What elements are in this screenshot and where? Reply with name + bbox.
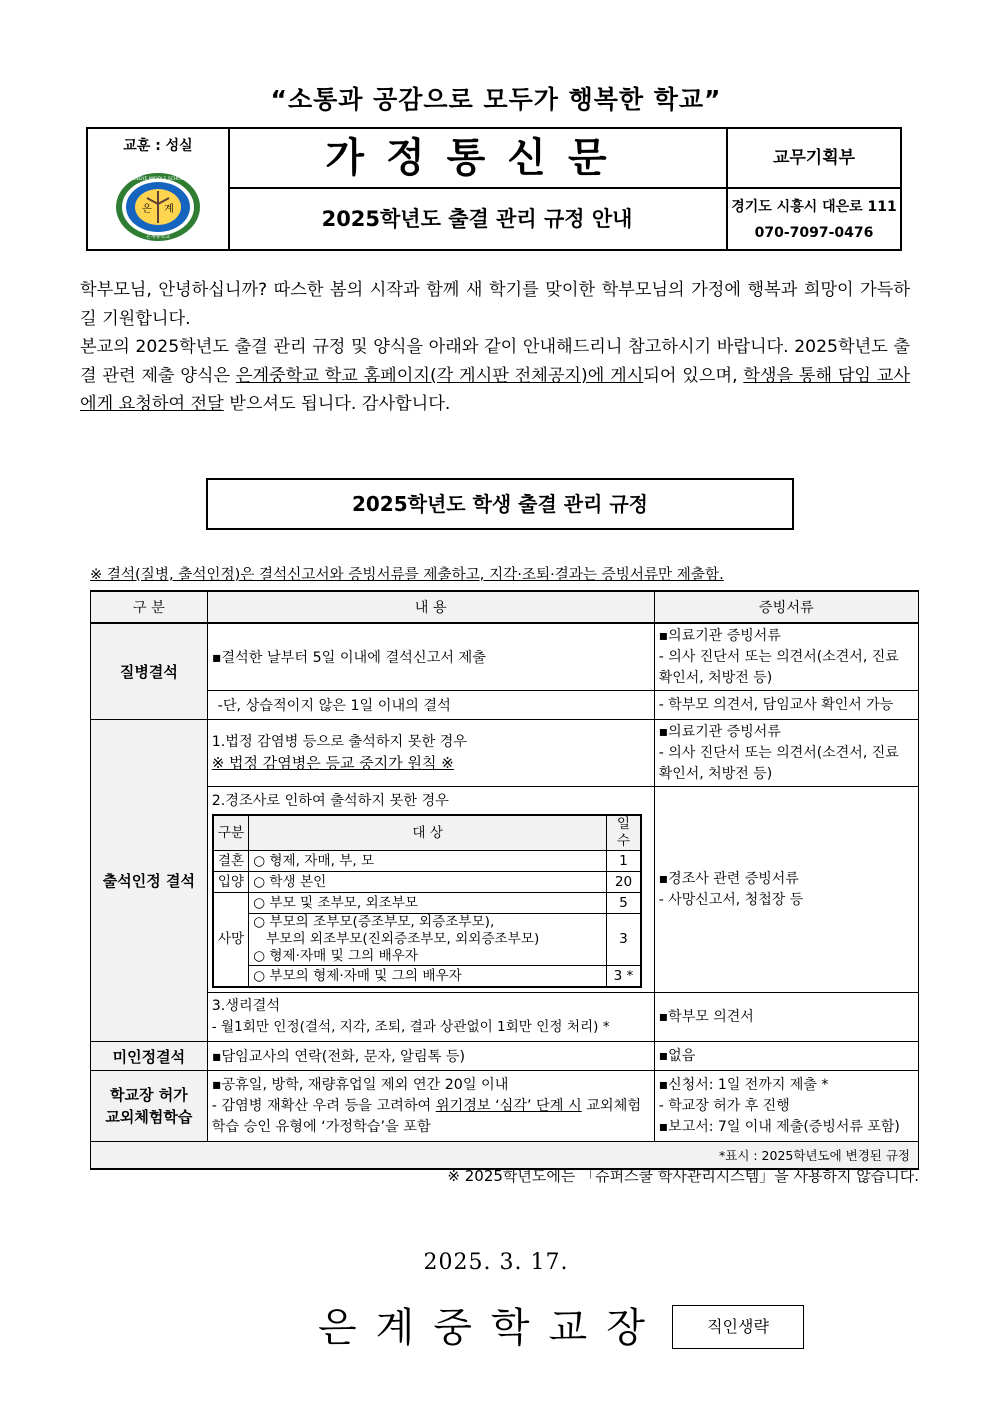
- change-legend: *표시 : 2025학년도에 변경된 규정: [91, 1142, 919, 1170]
- school-phone: 070-7097-0476: [754, 225, 874, 241]
- event-days: 3 *: [607, 966, 641, 988]
- school-slogan: “소통과 공감으로 모두가 행복한 학교”: [270, 85, 722, 114]
- table-row: [91, 993, 919, 1042]
- emblem-text-left: 은: [142, 204, 152, 215]
- recognized-evidence-1a: ▪의료기관 증빙서류: [658, 723, 781, 740]
- event-days: 1: [607, 851, 641, 872]
- school-address: 경기도 시흥시 대은로 111: [731, 199, 897, 215]
- field-trip-evidence-2: - 학교장 허가 후 진행: [658, 1097, 790, 1114]
- table-header-row: [91, 591, 919, 623]
- recognized-item-2: [207, 787, 654, 993]
- unrecognized-content: ▪담임교사의 연락(전화, 문자, 알림톡 등): [207, 1042, 654, 1071]
- recognized-evidence-3: ▪학부모 의견서: [654, 993, 918, 1042]
- recognized-item-3: [207, 993, 654, 1042]
- emblem-text-top: EUNGYE MIDDLE SCHOOL: [129, 177, 187, 182]
- motto-logo-cell: [88, 129, 230, 249]
- table-row: [213, 851, 641, 872]
- recognized-item-3b: - 월1회만 인정(결석, 지각, 조퇴, 결과 상관없이 1회만 인정 처리) *: [211, 1019, 610, 1035]
- illness-evidence-2: - 학부모 의견서, 담임교사 확인서 가능: [654, 691, 918, 720]
- recognized-evidence-2: [654, 787, 918, 993]
- intro-p2-text-b: 되어 있으며,: [643, 365, 744, 386]
- recognized-evidence-2b: - 사망신고서, 청첩장 등: [658, 891, 804, 908]
- table-row: [213, 914, 641, 966]
- table-row: [91, 787, 919, 993]
- seal-omitted: 직인생략: [672, 1305, 804, 1349]
- category-field-trip: [91, 1071, 208, 1142]
- contact-info: [728, 189, 900, 249]
- illness-evidence-1b: - 의사 진단서 또는 의견서(소견서, 진료 확인서, 처방전 등): [658, 648, 899, 686]
- recognized-item-1a: 1.법정 감염병 등으로 출석하지 못한 경우: [211, 734, 468, 750]
- recognized-evidence-1b: - 의사 진단서 또는 의견서(소견서, 진료 확인서, 처방전 등): [658, 744, 899, 782]
- category-recognized: 출석인정 결석: [91, 720, 208, 1042]
- rules-title: 2025학년도 학생 출결 관리 규정: [206, 478, 794, 530]
- attendance-rules-table: [90, 590, 919, 1170]
- table-row: [213, 893, 641, 914]
- event-type: 사망: [213, 893, 249, 988]
- teacher-request-notice: 학생을 통해 담임 교사에게 요청하여 전달: [80, 365, 910, 415]
- illness-content-2: -단, 상습적이지 않은 1일 이내의 결석: [207, 691, 654, 720]
- newsletter-header: [86, 127, 902, 251]
- school-motto: 교훈 : 성실: [123, 138, 193, 154]
- intro-text: [80, 276, 910, 419]
- inner-header-target: 대 상: [249, 815, 607, 851]
- event-target: [249, 914, 607, 966]
- field-trip-content: [207, 1071, 654, 1142]
- table-row: [91, 1071, 919, 1142]
- event-days: 5: [607, 893, 641, 914]
- event-type: 입양: [213, 872, 249, 893]
- system-footnote: ※ 2025학년도에는 「슈퍼스쿨 학사관리시스템」을 사용하지 않습니다.: [447, 1167, 919, 1185]
- event-days: 20: [607, 872, 641, 893]
- emblem-text-right: 계: [164, 204, 174, 215]
- school-emblem-icon: [114, 171, 202, 243]
- field-trip-evidence-1: ▪신청서: 1일 전까지 제출 *: [658, 1076, 829, 1093]
- homepage-notice: 은계중학교 학교 홈페이지(각 게시판 전체공지)에 게시: [235, 365, 644, 386]
- recognized-item-2-title: 2.경조사로 인하여 출석하지 못한 경우: [211, 793, 449, 809]
- field-trip-content-2b: 교외체험학습 승인 유형에 ‘가정학습’을 포함: [211, 1097, 642, 1135]
- intro-p2-text-c: 받으셔도 됩니다. 감사합니다.: [223, 394, 451, 415]
- recognized-item-1b: ※ 법정 감염병은 등교 중지가 원칙 ※: [211, 754, 454, 772]
- recognized-evidence-1: [654, 720, 918, 787]
- family-event-table: [212, 814, 642, 988]
- field-trip-evidence: [654, 1071, 918, 1142]
- inner-header-days: 일수: [607, 815, 641, 851]
- category-field-trip-line1: 학교장 허가: [110, 1086, 188, 1104]
- submission-note-text: ※ 결석(질병, 출석인정)은 결석신고서와 증빙서류를 제출하고, 지각·조퇴·결과는 증빙서류만 제출함.: [90, 566, 724, 583]
- principal-signature: 은계중학교장: [318, 1305, 664, 1351]
- recognized-item-3a: 3.생리결석: [211, 998, 281, 1014]
- issue-date: 2025. 3. 17.: [423, 1250, 569, 1275]
- table-row: [213, 872, 641, 893]
- submission-note: [90, 563, 724, 584]
- event-type: 결혼: [213, 851, 249, 872]
- intro-p2-text-a: 본교의 2025학년도 출결 관리 규정 및 양식을 아래와 같이 안내해드리니 참고하시기 바랍니다. 2025학년도 출결 관련 제출 양식은: [80, 337, 910, 386]
- department: 교무기획부: [728, 129, 900, 189]
- newsletter-subtitle: 2025학년도 출결 관리 규정 안내: [228, 189, 728, 249]
- illness-content-1: ▪결석한 날부터 5일 이내에 결석신고서 제출: [207, 623, 654, 691]
- table-row: [91, 720, 919, 787]
- event-target: ○ 부모의 형제·자매 및 그의 배우자: [249, 966, 607, 988]
- event-days: 3: [607, 914, 641, 966]
- event-target-line: 부모의 외조부모(진외증조부모, 외외증조부모): [253, 931, 540, 947]
- field-trip-content-2a: - 감염병 재확산 우려 등을 고려하여: [211, 1097, 436, 1114]
- category-unrecognized: 미인정결석: [91, 1042, 208, 1071]
- recognized-item-1: [207, 720, 654, 787]
- unrecognized-evidence: ▪없음: [654, 1042, 918, 1071]
- field-trip-content-1: ▪공휴일, 방학, 재량휴업일 제외 연간 20일 이내: [211, 1076, 509, 1093]
- emblem-text-bottom: 은계중학교: [145, 234, 171, 240]
- newsletter-title: 가정통신문: [228, 129, 728, 189]
- category-illness: 질병결석: [91, 623, 208, 720]
- illness-evidence-1: [654, 623, 918, 691]
- illness-evidence-1a: ▪의료기관 증빙서류: [658, 627, 781, 644]
- header-category: 구 분: [91, 591, 208, 623]
- table-row: [213, 966, 641, 988]
- event-target: ○ 부모 및 조부모, 외조부모: [249, 893, 607, 914]
- event-target-line: ○ 부모의 조부모(증조부모, 외증조부모),: [253, 914, 495, 930]
- crisis-alert-condition: 위기경보 ‘심각’ 단계 시: [435, 1097, 582, 1114]
- inner-header-type: 구분: [213, 815, 249, 851]
- table-row: [91, 1042, 919, 1071]
- event-target: ○ 형제, 자매, 부, 모: [249, 851, 607, 872]
- field-trip-content-2: [212, 1096, 650, 1138]
- header-content: 내 용: [207, 591, 654, 623]
- recognized-evidence-2a: ▪경조사 관련 증빙서류: [658, 870, 799, 887]
- table-row: [91, 691, 919, 720]
- category-field-trip-line2: 교외체험학습: [105, 1108, 193, 1126]
- intro-paragraph-1: 학부모님, 안녕하십니까? 따스한 봄의 시작과 함께 새 학기를 맞이한 학부모님의 가정에 행복과 희망이 가득하길 기원합니다.: [80, 280, 910, 329]
- event-target: ○ 학생 본인: [249, 872, 607, 893]
- table-row: [91, 623, 919, 691]
- header-evidence: 증빙서류: [654, 591, 918, 623]
- event-target-line: ○ 형제·자매 및 그의 배우자: [253, 948, 419, 964]
- field-trip-evidence-3: ▪보고서: 7일 이내 제출(증빙서류 포함): [658, 1118, 900, 1135]
- intro-paragraph-2: [80, 333, 910, 419]
